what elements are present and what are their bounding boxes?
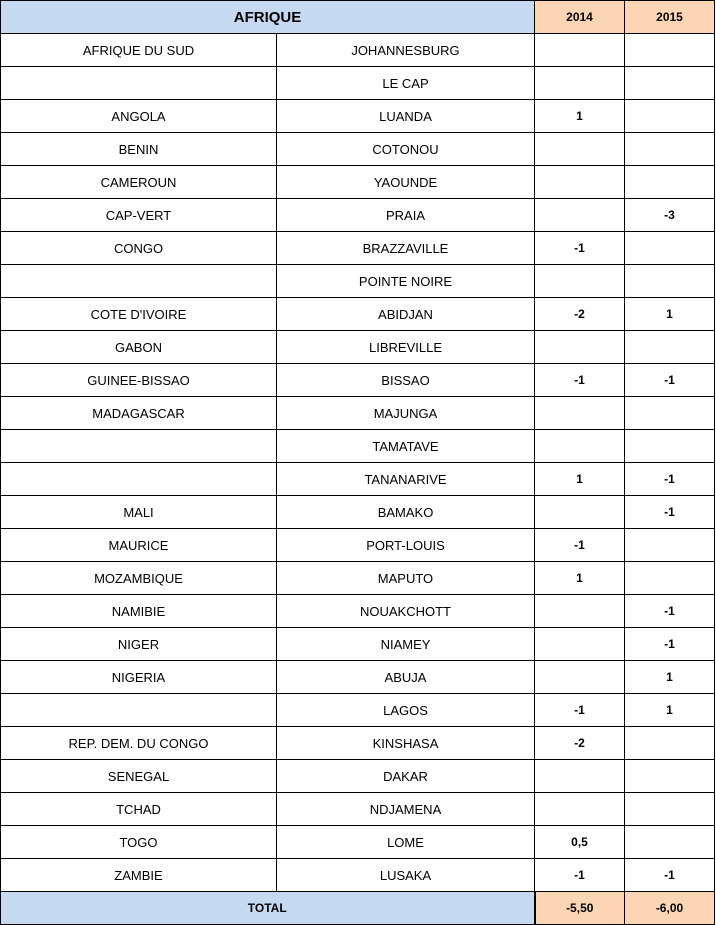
- header-row: [1, 1, 715, 34]
- value-2014-cell: 1: [535, 562, 625, 595]
- value-2015-cell: 1: [625, 694, 715, 727]
- value-2015-cell: -1: [625, 496, 715, 529]
- total-2014: -5,50: [535, 892, 625, 925]
- country-cell: NIGER: [1, 628, 277, 661]
- value-2015-cell: [625, 397, 715, 430]
- table-row: [1, 826, 715, 859]
- city-cell: BRAZZAVILLE: [277, 232, 535, 265]
- country-cell: AFRIQUE DU SUD: [1, 34, 277, 67]
- table-row: [1, 397, 715, 430]
- country-cell: [1, 430, 277, 463]
- country-cell: CAP-VERT: [1, 199, 277, 232]
- value-2014-cell: [535, 34, 625, 67]
- value-2015-cell: [625, 232, 715, 265]
- table-row: [1, 331, 715, 364]
- year-header-2015: 2015: [625, 1, 715, 34]
- table-row: [1, 133, 715, 166]
- value-2014-cell: -1: [535, 694, 625, 727]
- country-cell: NIGERIA: [1, 661, 277, 694]
- table-row: [1, 298, 715, 331]
- value-2014-cell: [535, 661, 625, 694]
- country-cell: CONGO: [1, 232, 277, 265]
- value-2015-cell: -1: [625, 628, 715, 661]
- country-cell: REP. DEM. DU CONGO: [1, 727, 277, 760]
- city-cell: ABUJA: [277, 661, 535, 694]
- year-header-2014: 2014: [535, 1, 625, 34]
- country-cell: MALI: [1, 496, 277, 529]
- city-cell: MAPUTO: [277, 562, 535, 595]
- value-2014-cell: -1: [535, 232, 625, 265]
- table-row: [1, 793, 715, 826]
- country-cell: TOGO: [1, 826, 277, 859]
- country-cell: [1, 67, 277, 100]
- value-2014-cell: [535, 430, 625, 463]
- table-row: [1, 100, 715, 133]
- total-2015: -6,00: [625, 892, 715, 925]
- city-cell: LUANDA: [277, 100, 535, 133]
- value-2015-cell: [625, 430, 715, 463]
- value-2014-cell: [535, 793, 625, 826]
- value-2014-cell: [535, 67, 625, 100]
- country-cell: MOZAMBIQUE: [1, 562, 277, 595]
- value-2015-cell: [625, 529, 715, 562]
- country-cell: GABON: [1, 331, 277, 364]
- country-cell: TCHAD: [1, 793, 277, 826]
- country-cell: [1, 694, 277, 727]
- city-cell: MAJUNGA: [277, 397, 535, 430]
- value-2015-cell: [625, 826, 715, 859]
- table-row: [1, 628, 715, 661]
- value-2015-cell: [625, 760, 715, 793]
- value-2014-cell: [535, 265, 625, 298]
- table-row: [1, 859, 715, 892]
- table-row: [1, 727, 715, 760]
- value-2014-cell: -1: [535, 364, 625, 397]
- value-2014-cell: [535, 166, 625, 199]
- value-2014-cell: -2: [535, 298, 625, 331]
- country-cell: MADAGASCAR: [1, 397, 277, 430]
- table-row: [1, 595, 715, 628]
- value-2015-cell: [625, 166, 715, 199]
- value-2014-cell: 1: [535, 463, 625, 496]
- value-2014-cell: -1: [535, 859, 625, 892]
- country-cell: BENIN: [1, 133, 277, 166]
- value-2015-cell: [625, 265, 715, 298]
- country-cell: [1, 463, 277, 496]
- country-cell: ZAMBIE: [1, 859, 277, 892]
- table-row: [1, 67, 715, 100]
- total-label: TOTAL: [1, 892, 535, 925]
- value-2015-cell: [625, 100, 715, 133]
- city-cell: POINTE NOIRE: [277, 265, 535, 298]
- city-cell: TANANARIVE: [277, 463, 535, 496]
- city-cell: LE CAP: [277, 67, 535, 100]
- table-row: [1, 232, 715, 265]
- city-cell: LUSAKA: [277, 859, 535, 892]
- value-2015-cell: [625, 793, 715, 826]
- country-cell: [1, 265, 277, 298]
- value-2015-cell: 1: [625, 298, 715, 331]
- country-cell: SENEGAL: [1, 760, 277, 793]
- value-2015-cell: -1: [625, 859, 715, 892]
- table-row: [1, 430, 715, 463]
- city-cell: NIAMEY: [277, 628, 535, 661]
- total-row: [1, 892, 715, 925]
- city-cell: LOME: [277, 826, 535, 859]
- value-2014-cell: [535, 199, 625, 232]
- value-2015-cell: [625, 133, 715, 166]
- city-cell: NOUAKCHOTT: [277, 595, 535, 628]
- value-2014-cell: [535, 595, 625, 628]
- city-cell: ABIDJAN: [277, 298, 535, 331]
- value-2015-cell: -3: [625, 199, 715, 232]
- table-row: [1, 199, 715, 232]
- country-cell: COTE D'IVOIRE: [1, 298, 277, 331]
- city-cell: COTONOU: [277, 133, 535, 166]
- city-cell: PRAIA: [277, 199, 535, 232]
- city-cell: BISSAO: [277, 364, 535, 397]
- city-cell: NDJAMENA: [277, 793, 535, 826]
- value-2015-cell: [625, 34, 715, 67]
- value-2015-cell: [625, 562, 715, 595]
- value-2015-cell: [625, 67, 715, 100]
- table-row: [1, 166, 715, 199]
- table-row: [1, 34, 715, 67]
- value-2014-cell: -1: [535, 529, 625, 562]
- table-row: [1, 661, 715, 694]
- table-row: [1, 760, 715, 793]
- city-cell: PORT-LOUIS: [277, 529, 535, 562]
- value-2014-cell: [535, 331, 625, 364]
- value-2015-cell: -1: [625, 463, 715, 496]
- value-2014-cell: [535, 133, 625, 166]
- region-title: AFRIQUE: [1, 1, 535, 34]
- city-cell: BAMAKO: [277, 496, 535, 529]
- value-2015-cell: [625, 727, 715, 760]
- table-row: [1, 265, 715, 298]
- value-2015-cell: -1: [625, 364, 715, 397]
- value-2015-cell: [625, 331, 715, 364]
- value-2015-cell: 1: [625, 661, 715, 694]
- value-2015-cell: -1: [625, 595, 715, 628]
- value-2014-cell: [535, 760, 625, 793]
- table-row: [1, 529, 715, 562]
- value-2014-cell: [535, 496, 625, 529]
- country-cell: MAURICE: [1, 529, 277, 562]
- table-row: [1, 364, 715, 397]
- city-cell: YAOUNDE: [277, 166, 535, 199]
- value-2014-cell: 1: [535, 100, 625, 133]
- value-2014-cell: [535, 397, 625, 430]
- city-cell: LAGOS: [277, 694, 535, 727]
- table-row: [1, 694, 715, 727]
- table-row: [1, 562, 715, 595]
- country-cell: ANGOLA: [1, 100, 277, 133]
- value-2014-cell: 0,5: [535, 826, 625, 859]
- value-2014-cell: [535, 628, 625, 661]
- table-row: [1, 463, 715, 496]
- country-cell: GUINEE-BISSAO: [1, 364, 277, 397]
- country-cell: CAMEROUN: [1, 166, 277, 199]
- country-cell: NAMIBIE: [1, 595, 277, 628]
- value-2014-cell: -2: [535, 727, 625, 760]
- city-cell: JOHANNESBURG: [277, 34, 535, 67]
- city-cell: LIBREVILLE: [277, 331, 535, 364]
- city-cell: DAKAR: [277, 760, 535, 793]
- table-row: [1, 496, 715, 529]
- city-cell: KINSHASA: [277, 727, 535, 760]
- city-cell: TAMATAVE: [277, 430, 535, 463]
